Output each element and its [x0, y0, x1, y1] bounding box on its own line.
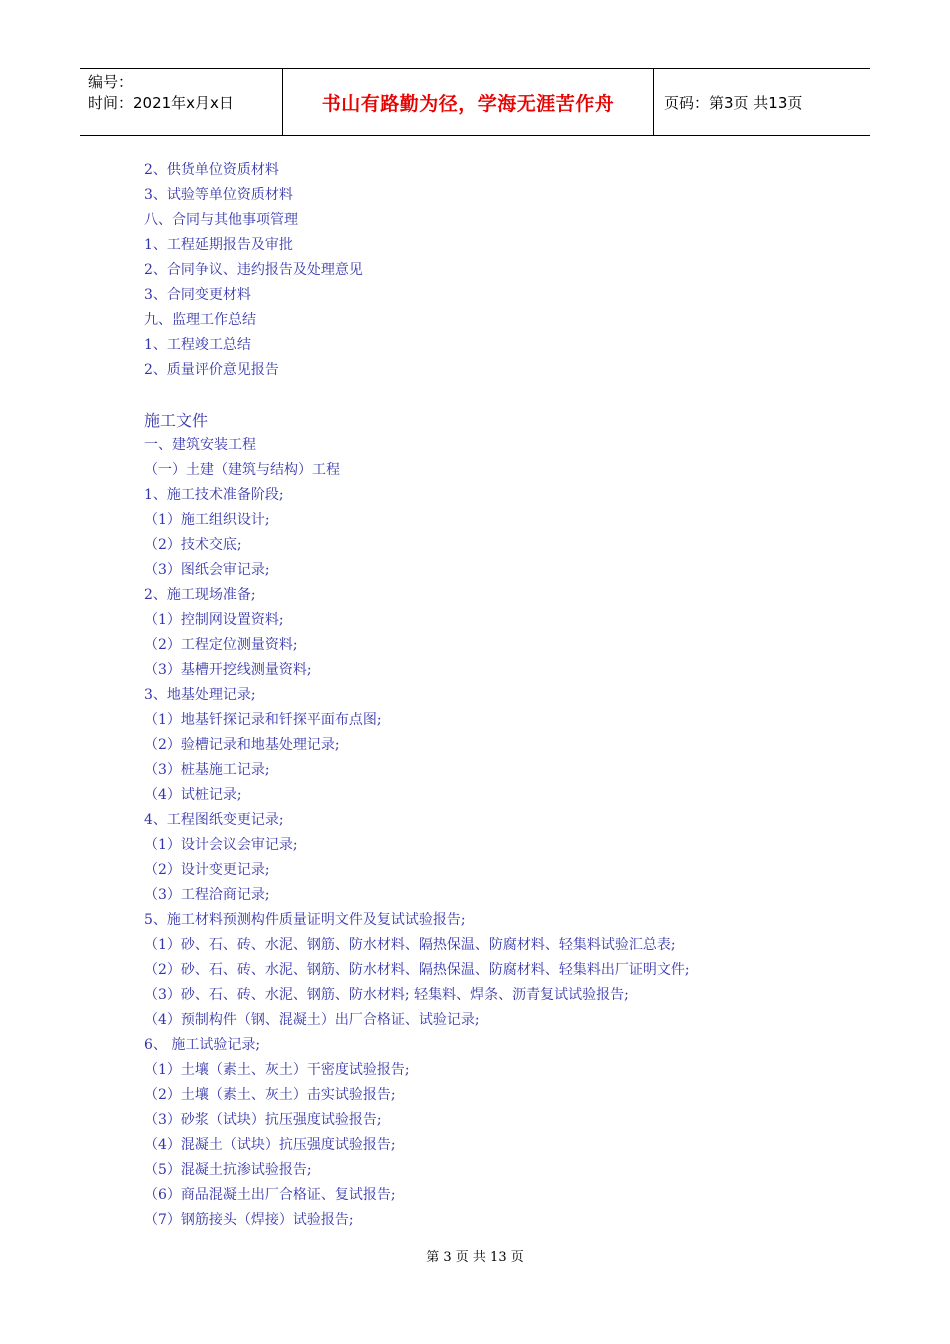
list-item: 1、工程延期报告及审批	[144, 237, 293, 253]
list-item: （3）图纸会审记录;	[144, 562, 270, 578]
document-number-label: 编号：	[88, 73, 134, 91]
list-item: 3、合同变更材料	[144, 287, 251, 303]
list-item: （3）砂、石、砖、水泥、钢筋、防水材料; 轻集料、焊条、沥青复试试验报告;	[144, 987, 629, 1003]
document-date-label: 时间：2021年x月x日	[88, 94, 234, 112]
spacer	[144, 383, 844, 408]
page-footer: 第 3 页 共 13 页	[426, 1250, 524, 1265]
list-item: （1）土壤（素土、灰土）干密度试验报告;	[144, 1062, 410, 1078]
header-motto-cell	[282, 69, 654, 135]
list-item: 4、工程图纸变更记录;	[144, 812, 284, 828]
list-item: 1、工程竣工总结	[144, 337, 251, 353]
list-item: （7）钢筋接头（焊接）试验报告;	[144, 1212, 354, 1228]
list-item: （2）土壤（素土、灰土）击实试验报告;	[144, 1087, 396, 1103]
list-item: （2）设计变更记录;	[144, 862, 270, 878]
list-item: 2、施工现场准备;	[144, 587, 256, 603]
list-item: （4）试桩记录;	[144, 787, 242, 803]
list-item: （1）设计会议会审记录;	[144, 837, 298, 853]
list-item: 2、质量评价意见报告	[144, 362, 279, 378]
header-motto: 书山有路勤为径，学海无涯苦作舟	[321, 92, 615, 115]
list-item: 八、合同与其他事项管理	[144, 212, 298, 228]
header-meta	[80, 69, 282, 135]
list-item: （2）砂、石、砖、水泥、钢筋、防水材料、隔热保温、防腐材料、轻集料出厂证明文件;	[144, 962, 690, 978]
list-item: 2、合同争议、违约报告及处理意见	[144, 262, 363, 278]
list-item: 九、监理工作总结	[144, 312, 256, 328]
list-item: （3）基槽开挖线测量资料;	[144, 662, 312, 678]
section-title: 施工文件	[144, 411, 209, 430]
page-header	[80, 68, 870, 136]
list-item: （3）桩基施工记录;	[144, 762, 270, 778]
list-item: （1）砂、石、砖、水泥、钢筋、防水材料、隔热保温、防腐材料、轻集料试验汇总表;	[144, 937, 676, 953]
header-page-info: 页码：第3页 共13页	[664, 93, 803, 112]
list-item: 1、施工技术准备阶段;	[144, 487, 284, 503]
list-item: 3、试验等单位资质材料	[144, 187, 293, 203]
list-item: 3、地基处理记录;	[144, 687, 256, 703]
list-item: （2）验槽记录和地基处理记录;	[144, 737, 340, 753]
list-item: 2、供货单位资质材料	[144, 162, 279, 178]
list-item: （1）地基钎探记录和钎探平面布点图;	[144, 712, 382, 728]
list-item: （一）土建（建筑与结构）工程	[144, 462, 340, 478]
list-item: （2）工程定位测量资料;	[144, 637, 298, 653]
list-item: （1）施工组织设计;	[144, 512, 270, 528]
list-item: （2）技术交底;	[144, 537, 242, 553]
list-item: （3）砂浆（试块）抗压强度试验报告;	[144, 1112, 382, 1128]
list-item: （1）控制网设置资料;	[144, 612, 284, 628]
document-body	[144, 158, 844, 1233]
list-item: （4）预制构件（钢、混凝土）出厂合格证、试验记录;	[144, 1012, 480, 1028]
list-item: 一、建筑安装工程	[144, 437, 256, 453]
header-page-info-cell	[654, 69, 870, 135]
list-item: （4）混凝土（试块）抗压强度试验报告;	[144, 1137, 396, 1153]
list-item: 6、 施工试验记录;	[144, 1037, 261, 1053]
list-item: （3）工程洽商记录;	[144, 887, 270, 903]
list-item: （6）商品混凝土出厂合格证、复试报告;	[144, 1187, 396, 1203]
list-item: 5、施工材料预测构件质量证明文件及复试试验报告;	[144, 912, 466, 928]
list-item: （5）混凝土抗渗试验报告;	[144, 1162, 312, 1178]
